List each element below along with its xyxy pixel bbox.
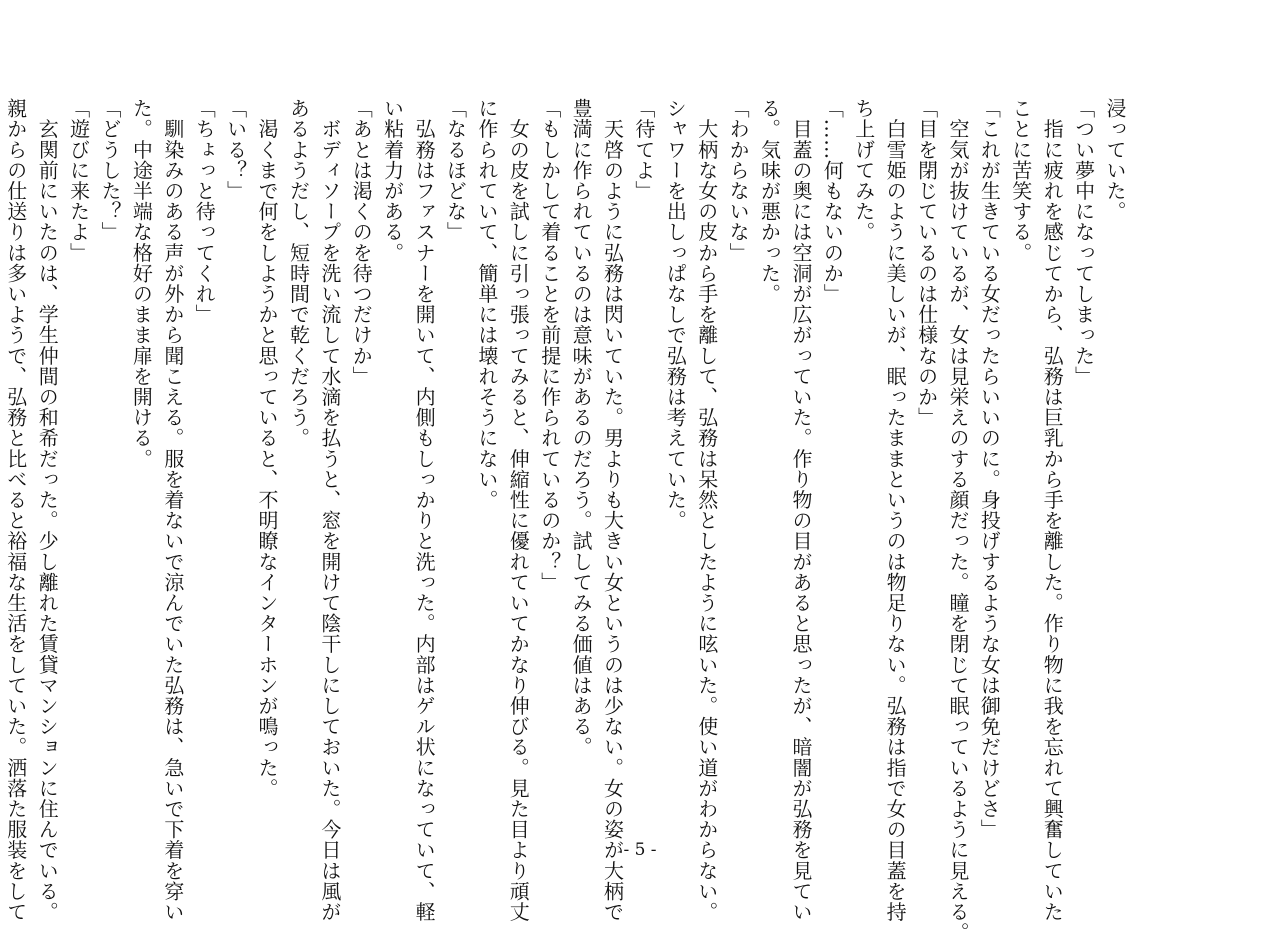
text-line: 「いる？」 <box>223 98 248 201</box>
text-line: 「あとは渇くのを待つだけか」 <box>349 98 374 387</box>
vertical-text-body <box>3 98 1130 943</box>
text-line: に作られていて、簡単には壊れそうにない。 <box>474 98 499 510</box>
text-line: 「遊びに来たよ」 <box>66 98 91 263</box>
text-line: 玄関前にいたのは、学生仲間の和希だった。少し離れた賃貸マンションに住んでいる。 <box>35 98 60 922</box>
text-line: 空気が抜けているが、女は見栄えのする顔だった。瞳を閉じて眠っているように見える。 <box>945 98 970 943</box>
text-line: ボディソープを洗い流して水滴を払うと、窓を開けて陰干しにしておいた。今日は風が <box>317 98 342 922</box>
text-line: ち上げてみた。 <box>851 98 876 243</box>
text-line: 「ちょっと待ってくれ」 <box>192 98 217 325</box>
text-line: 白雪姫のように美しいが、眠ったままというのは物足りない。弘務は指で女の目蓋を持 <box>883 98 908 922</box>
text-line: 「どうした？」 <box>98 98 122 243</box>
text-line: 「これが生きている女だったらいいのに。身投げするような女は御免だけどさ」 <box>977 98 1002 840</box>
text-line: 天啓のように弘務は閃いていた。男よりも大きい女というのは少ない。女の姿が大柄で <box>600 98 625 922</box>
text-line: 「なるほどな」 <box>443 98 468 243</box>
text-line: 女の皮を試しに引っ張ってみると、伸縮性に優れていてかなり伸びる。見た目より頑丈 <box>506 98 531 922</box>
text-line: い粘着力がある。 <box>380 98 405 263</box>
text-line: 親からの仕送りは多いようで、弘務と比べると裕福な生活をしていた。洒落た服装をして <box>3 98 28 922</box>
text-line: 渇くまで何をしようかと思っていると、不明瞭なインターホンが鳴った。 <box>255 98 280 799</box>
text-line: 「……何もないのか」 <box>820 98 845 304</box>
text-line: ことに苦笑する。 <box>1008 98 1033 263</box>
text-line: 馴染みのある声が外から聞こえる。服を着ないで涼んでいた弘務は、急いで下着を穿い <box>160 98 185 922</box>
text-line: 「待てよ」 <box>631 98 656 201</box>
text-line: 「もしかして着ることを前提に作られているのか？」 <box>537 98 562 593</box>
page-number: - 5 - <box>623 840 657 860</box>
text-line: 浸っていた。 <box>1103 98 1127 222</box>
text-line: 「わからないな」 <box>726 98 751 263</box>
text-line: た。中途半端な格好のまま扉を開ける。 <box>129 98 154 469</box>
text-line: る。気味が悪かった。 <box>757 98 782 304</box>
text-line: 「目を閉じているのは仕様なのか」 <box>914 98 939 428</box>
text-line: 指に疲れを感じてから、弘務は巨乳から手を離した。作り物に我を忘れて興奮していた <box>1040 98 1065 922</box>
text-line: 弘務はファスナーを開いて、内側もしっかりと洗った。内部はゲル状になっていて、軽 <box>412 98 437 922</box>
text-line: 豊満に作られているのは意味があるのだろう。試してみる価値はある。 <box>569 98 594 758</box>
text-line: あるようだし、短時間で乾くだろう。 <box>286 98 311 449</box>
text-line: 大柄な女の皮から手を離して、弘務は呆然としたように呟いた。使い道がわからない。 <box>694 98 719 922</box>
text-line: 「つい夢中になってしまった」 <box>1071 98 1096 387</box>
text-line: シャワーを出しっぱなしで弘務は考えていた。 <box>663 98 688 531</box>
text-line: 目蓋の奥には空洞が広がっていた。作り物の目があると思ったが、暗闇が弘務を見てい <box>788 98 813 922</box>
